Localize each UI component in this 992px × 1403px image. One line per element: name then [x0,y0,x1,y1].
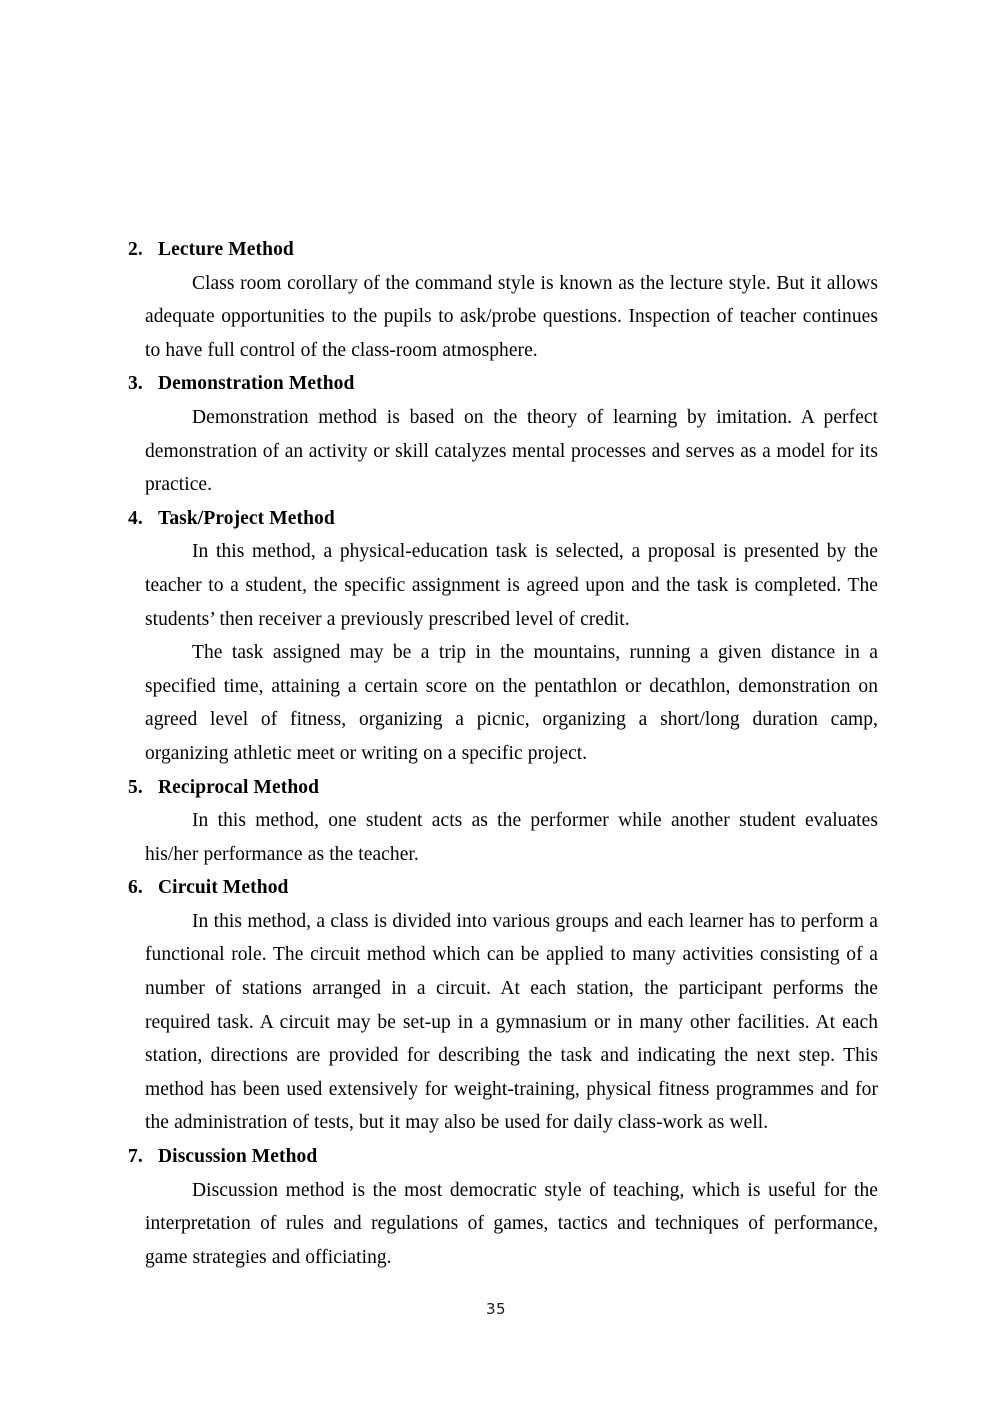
section-paragraph: Discussion method is the most democratic style of teaching, which is useful for the interpretation of rules and regulations of games, tactics and techniques of performance, game strategies and officiating. [145,1179,878,1268]
page-number: 35 [486,1300,506,1318]
section-heading [128,871,878,905]
section-number: 3. [128,373,143,395]
section-paragraph: In this method, a physical-education task is selected, a proposal is presented by the teacher to a student, the specific assignment is agreed upon and the task is completed. The students’ then receiver a previously prescribed level of credit. [145,541,878,630]
section-title: Reciprocal Method [158,776,320,798]
section-heading [128,367,878,401]
section-title: Circuit Method [158,877,289,899]
section-paragraph: The task assigned may be a trip in the mountains, running a given distance in a specified time, attaining a certain score on the pentathlon or decathlon, demonstration on agreed level of fitness, organizing a picnic, organizing a short/long duration camp, organizing athletic meet or writing on a specific project. [145,642,878,764]
section-number: 6. [128,877,143,899]
section-paragraph: In this method, one student acts as the performer while another student evaluates his/her performance as the teacher. [145,810,878,865]
section-title: Discussion Method [158,1146,318,1168]
section-heading [128,502,878,536]
section-number: 7. [128,1146,143,1168]
section-number: 4. [128,507,143,529]
page-content [128,233,878,1274]
section-title: Demonstration Method [158,373,355,395]
section-heading [128,1140,878,1174]
section-title: Task/Project Method [158,507,335,529]
section-heading [128,771,878,805]
section-title: Lecture Method [158,239,294,260]
section-number: 2. [128,239,143,260]
section-paragraph: Class room corollary of the command style is known as the lecture style. But it allows adequate opportunities to the pupils to ask/probe questions. Inspection of teacher continues to have full control of the class-room atmosphere. [145,272,878,361]
section-paragraph: Demonstration method is based on the theory of learning by imitation. A perfect demonstration of an activity or skill catalyzes mental processes and serves as a model for its practice. [145,406,878,496]
section-number: 5. [128,776,143,798]
section-heading [128,233,878,267]
section-paragraph: In this method, a class is divided into various groups and each learner has to perform a functional role. The circuit method which can be applied to many activities consisting of a number of stations arranged in a circuit. At each station, the participant performs the required task. A circuit may be set-up in a gymnasium or in many other facilities. At each station, directions are provided for describing the task and indicating the next step. This method has been used extensively for weight-training, physical fitness programmes and for the administration of tests, but it may also be used for daily class-work as well. [145,910,878,1134]
